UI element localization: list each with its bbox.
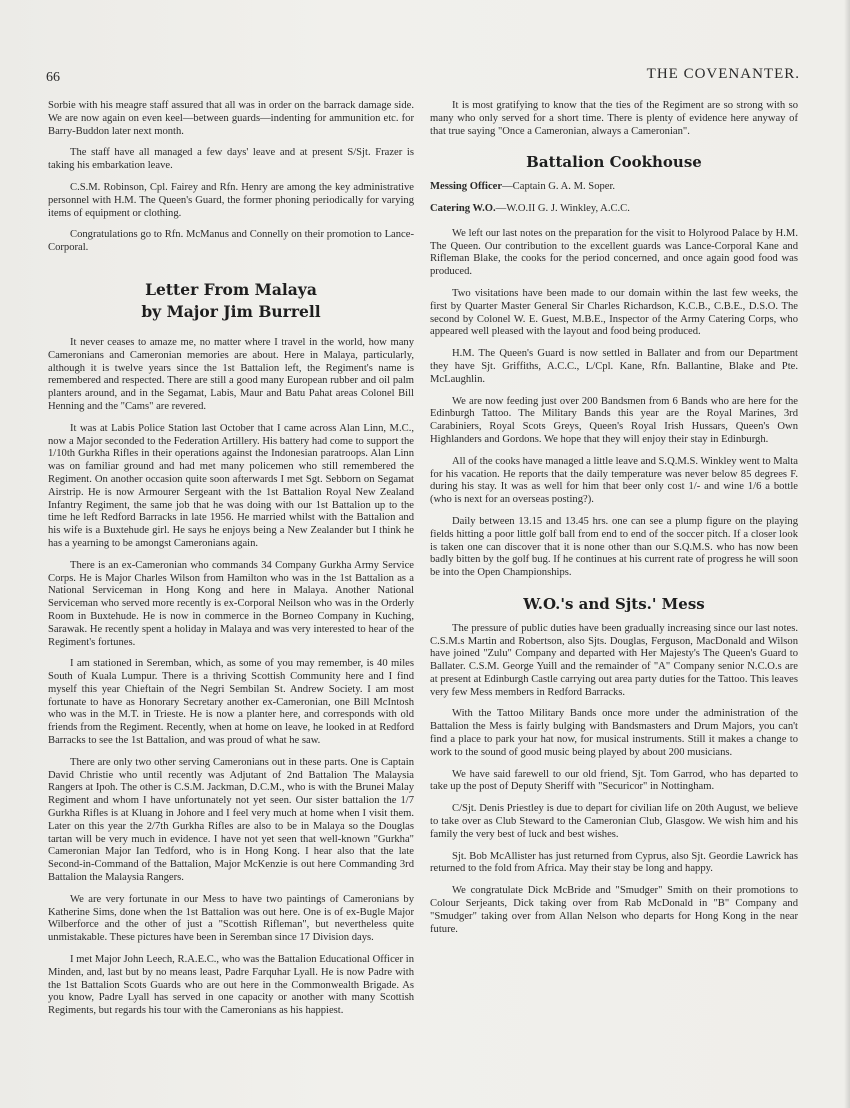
cookhouse-paragraph: We are now feeding just over 200 Bandsmen from 6 Bands who are here for the Edinburgh Tattoo. The Military Bands this year are the Royal Marines, 3rd Carabiniers, Royal Scots Greys, Queen's Royal Irish Hussars, Queen's Own Highlanders and Gordons. We hope that they will enjoy their stay in Edinburgh.: [430, 395, 798, 445]
article-paragraph: There is an ex-Cameronian who commands 34 Company Gurkha Army Service Corps. He is Major Charles Wilson from Hamilton who was in the 1st Battalion as a National Serviceman in Hong Kong and here in Malaya. Another National Serviceman who served more recently is ex-Corporal Neilson who was in the Orderly Room in Buxtehude. He is now in commerce in the Borneo Company in Kuching, Sarawak. He recently spent a holiday in Malaya and was very interested to hear of the Regiment's fortunes.: [48, 559, 414, 648]
page-edge-shadow: [844, 0, 850, 1108]
article-paragraph: We are very fortunate in our Mess to have two paintings of Cameronians by Katherine Sims, done when the 1st Battalion was out here. One is of ex-Bugle Major Wilberforce and the other of just a "Scottish Rifleman", but nevertheless quite unmistakable. These pictures have been in Seremban since 17 Division days.: [48, 893, 414, 944]
cookhouse-paragraph: H.M. The Queen's Guard is now settled in Ballater and from our Department they have Sjt. Griffiths, A.C.C., L/Cpl. Kane, Rfn. Ballantine, Blake and Pte. McLaughlin.: [430, 348, 798, 385]
cookhouse-paragraph: Daily between 13.15 and 13.45 hrs. one can see a plump figure on the playing fields hitting a poor little golf ball from end to end of the soccer pitch. If a closer look is taken one can discover that it is none other than our S.Q.M.S. who has now been badly bitten by the golf bug. If he continues at his current rate of progress he will soon be into the Open Championships.: [430, 515, 798, 579]
catering-wo-value: —W.O.II G. J. Winkley, A.C.C.: [495, 202, 630, 214]
mess-paragraph: Sjt. Bob McAllister has just returned from Cyprus, also Sjt. Geordie Lawrick has returned to the fold from Africa. May their stay be long and happy.: [430, 850, 798, 875]
article-paragraph: There are only two other serving Cameronians out in these parts. One is Captain David Christie who until recently was Adjutant of 2nd Battalion The Malaysia Rangers at Ipoh. The other is C.S.M. Jackman, D.C.M., who is with the Brunei Malay Regiment and whom I have unfortunately not yet seen. Our sister battalion the 1/7 Gurkha Rifles is at Kluang in Johore and I feel very much at home when I visit them. Later on this year the 2/7th Gurkha Rifles are also to be in Malaya so the Douglas tartan will be very much in evidence. I have not yet seen that well-known "Gurkha" Cameronian Major Ian Tedford, who is in Hong Kong. I hear also that the late Second-in-Command of the Battalion, Major McKenzie is out here Commanding 3rd Battalion the Malaysia Rangers.: [48, 756, 414, 884]
catering-wo-label: Catering W.O.: [430, 202, 496, 214]
article-title-line: Letter From Malaya: [145, 279, 317, 299]
mess-paragraph: We have said farewell to our old friend, Sjt. Tom Garrod, who has departed to take up the post of Deputy Sheriff with "Securicor" in Nottingham.: [430, 768, 798, 793]
intro-paragraph: C.S.M. Robinson, Cpl. Fairey and Rfn. Henry are among the key administrative personnel with H.M. The Queen's Guard, the former phoning periodically for varying items of equipment or clothing.: [48, 181, 414, 219]
cookhouse-paragraph: All of the cooks have managed a little leave and S.Q.M.S. Winkley went to Malta for his vacation. He reports that the daily temperature was never below 85 degrees F. during his stay. It was as well for him that beer only cost 1/- and wine 1/6 a bottle (who is next for an overseas posting?).: [430, 455, 798, 506]
article-title: [48, 279, 414, 323]
article-paragraph: I met Major John Leech, R.A.E.C., who was the Battalion Educational Officer in Minden, and, last but by no means least, Padre Farquhar Lyall. He is now Padre with the 1st Battalion Scots Guards who are out here in the Commonwealth Brigade. As you know, Padre Lyall has served in one capacity or another with many Scottish Regiments, but regards his tour with the Cameronians as his happiest.: [48, 954, 414, 1017]
article-byline: by Major Jim Burrell: [141, 301, 321, 321]
mess-paragraph: The pressure of public duties have been gradually increasing since our last notes. C.S.M.s Martin and Robertson, also Sjts. Douglas, Ferguson, MacDonald and Wilson have joined "Zulu" Company and departed with Her Majesty's The Queen's Guard to Ballater. C.S.M. George Yuill and the remainder of "A" Company senior N.C.O.s are at present at Edinburgh Castle carrying out area party duties for the Tattoo. This leaves very few Mess members in Redford Barracks.: [430, 622, 798, 698]
right-column: [430, 100, 798, 945]
messing-officer-label: Messing Officer: [430, 181, 503, 193]
mess-paragraph: With the Tattoo Military Bands once more under the administration of the Battalion the Mess is fairly bulging with Bandsmasters and Drum Majors, you can't find a place to park your hat now, for musical instruments. Still it makes a change to work to the sound of good music being played by about 200 musicians.: [430, 708, 798, 758]
catering-wo-line: [430, 203, 798, 216]
publication-title: THE COVENANTER.: [646, 66, 800, 82]
messing-officer-line: [430, 181, 798, 194]
mess-paragraph: We congratulate Dick McBride and "Smudger" Smith on their promotions to Colour Serjeants, Dick taking over from Rab McDonald in "B" Company and "Smudger" taking over from Allan Nelson who departs for Hong Kong in the near future.: [430, 885, 798, 935]
intro-paragraph: The staff have all managed a few days' leave and at present S/Sjt. Frazer is taking his embarkation leave.: [48, 147, 414, 172]
article-paragraph: It never ceases to amaze me, no matter where I travel in the world, how many Cameronians and Cameronian memories are about. Here in Malaya, particularly, although it is twelve years since the 1st Battalion left, the Regiment's name is remembered and respected. There are still a good many European rubber and oil palm planters around, and in the Segamat, Labis, Maur and Batu Pahat areas Colonel Bill Henning and the "Cams" are revered.: [48, 336, 414, 412]
intro-paragraph: It is most gratifying to know that the ties of the Regiment are so strong with so many who only served for a short time. There is plenty of evidence here anyway of that true saying "Once a Cameronian, always a Cameronian".: [430, 100, 798, 137]
page-number: 66: [46, 70, 60, 85]
mess-section-title: W.O.'s and Sjts.' Mess: [523, 594, 705, 613]
cookhouse-paragraph: Two visitations have been made to our domain within the last few weeks, the first by Quarter Master General Sir Charles Richardson, K.C.B., C.B.E., D.S.O. The second by Colonel W. E. Guest, M.B.E., Inspector of the Army Catering Corps, who appeared well pleased with the layout and food being produced.: [430, 287, 798, 338]
intro-paragraph: Congratulations go to Rfn. McManus and Connelly on their promotion to Lance-Corporal.: [48, 229, 414, 254]
cookhouse-paragraph: We left our last notes on the preparation for the visit to Holyrood Palace by H.M. The Queen. Our contribution to the excellent guards was Lance-Corporal Kane and Rifleman Blake, the cooks for the period concerned, and once again good food was produced.: [430, 227, 798, 278]
intro-paragraph: Sorbie with his meagre staff assured that all was in order on the barrack damage side. We are now again on even keel—between guards—indenting for ammunition etc. for Barry-Buddon later next month.: [48, 100, 414, 137]
article-paragraph: I am stationed in Seremban, which, as some of you may remember, is 40 miles South of Kuala Lumpur. There is a thriving Scottish Community here and I find myself this year Chieftain of the Negri Sembilan St. Andrew Society. I am most fortunate to have as Honorary Secretary another ex-Cameronian, one Bill McIntosh who was in the M.T. in Trieste. He is now a planter here, and corresponds with old friends from the Regiment. Recently, when at home on leave, he looked in at Redford Barracks to see the 1st Battalion, and was proud of what he saw.: [48, 658, 414, 747]
mess-paragraph: C/Sjt. Denis Priestley is due to depart for civilian life on 20th August, we believe to take over as Club Steward to the Cameronian Club, Glasgow. We wish him and his family the very best of luck and best wishes.: [430, 803, 798, 840]
left-column: [48, 100, 414, 1027]
messing-officer-value: —Captain G. A. M. Soper.: [502, 181, 616, 193]
cookhouse-section-title: Battalion Cookhouse: [526, 153, 702, 172]
article-paragraph: It was at Labis Police Station last October that I came across Alan Linn, M.C., now a Major seconded to the Federation Artillery. His battery had come to support the 1/10th Gurkha Rifles in their operations against the Indonesian paratroops. Alan Linn was on familiar ground and had met many policemen who still remembered the Regiment. On another occasion quite soon afterwards I met Sgt. Sebborn on Segamat Airstrip. He is now Armourer Sergeant with the 1st Battalion Royal New Zealand Infantry Regiment, the same job that he was doing with our 1st Battalion up to the time he left Redford Barracks in late 1956. He married whilst with the Battalion and his wife is a Buxtehude girl. He says he enjoys being a New Zealander but I think he has a yearning to be amongst Cameronians again.: [48, 422, 414, 549]
